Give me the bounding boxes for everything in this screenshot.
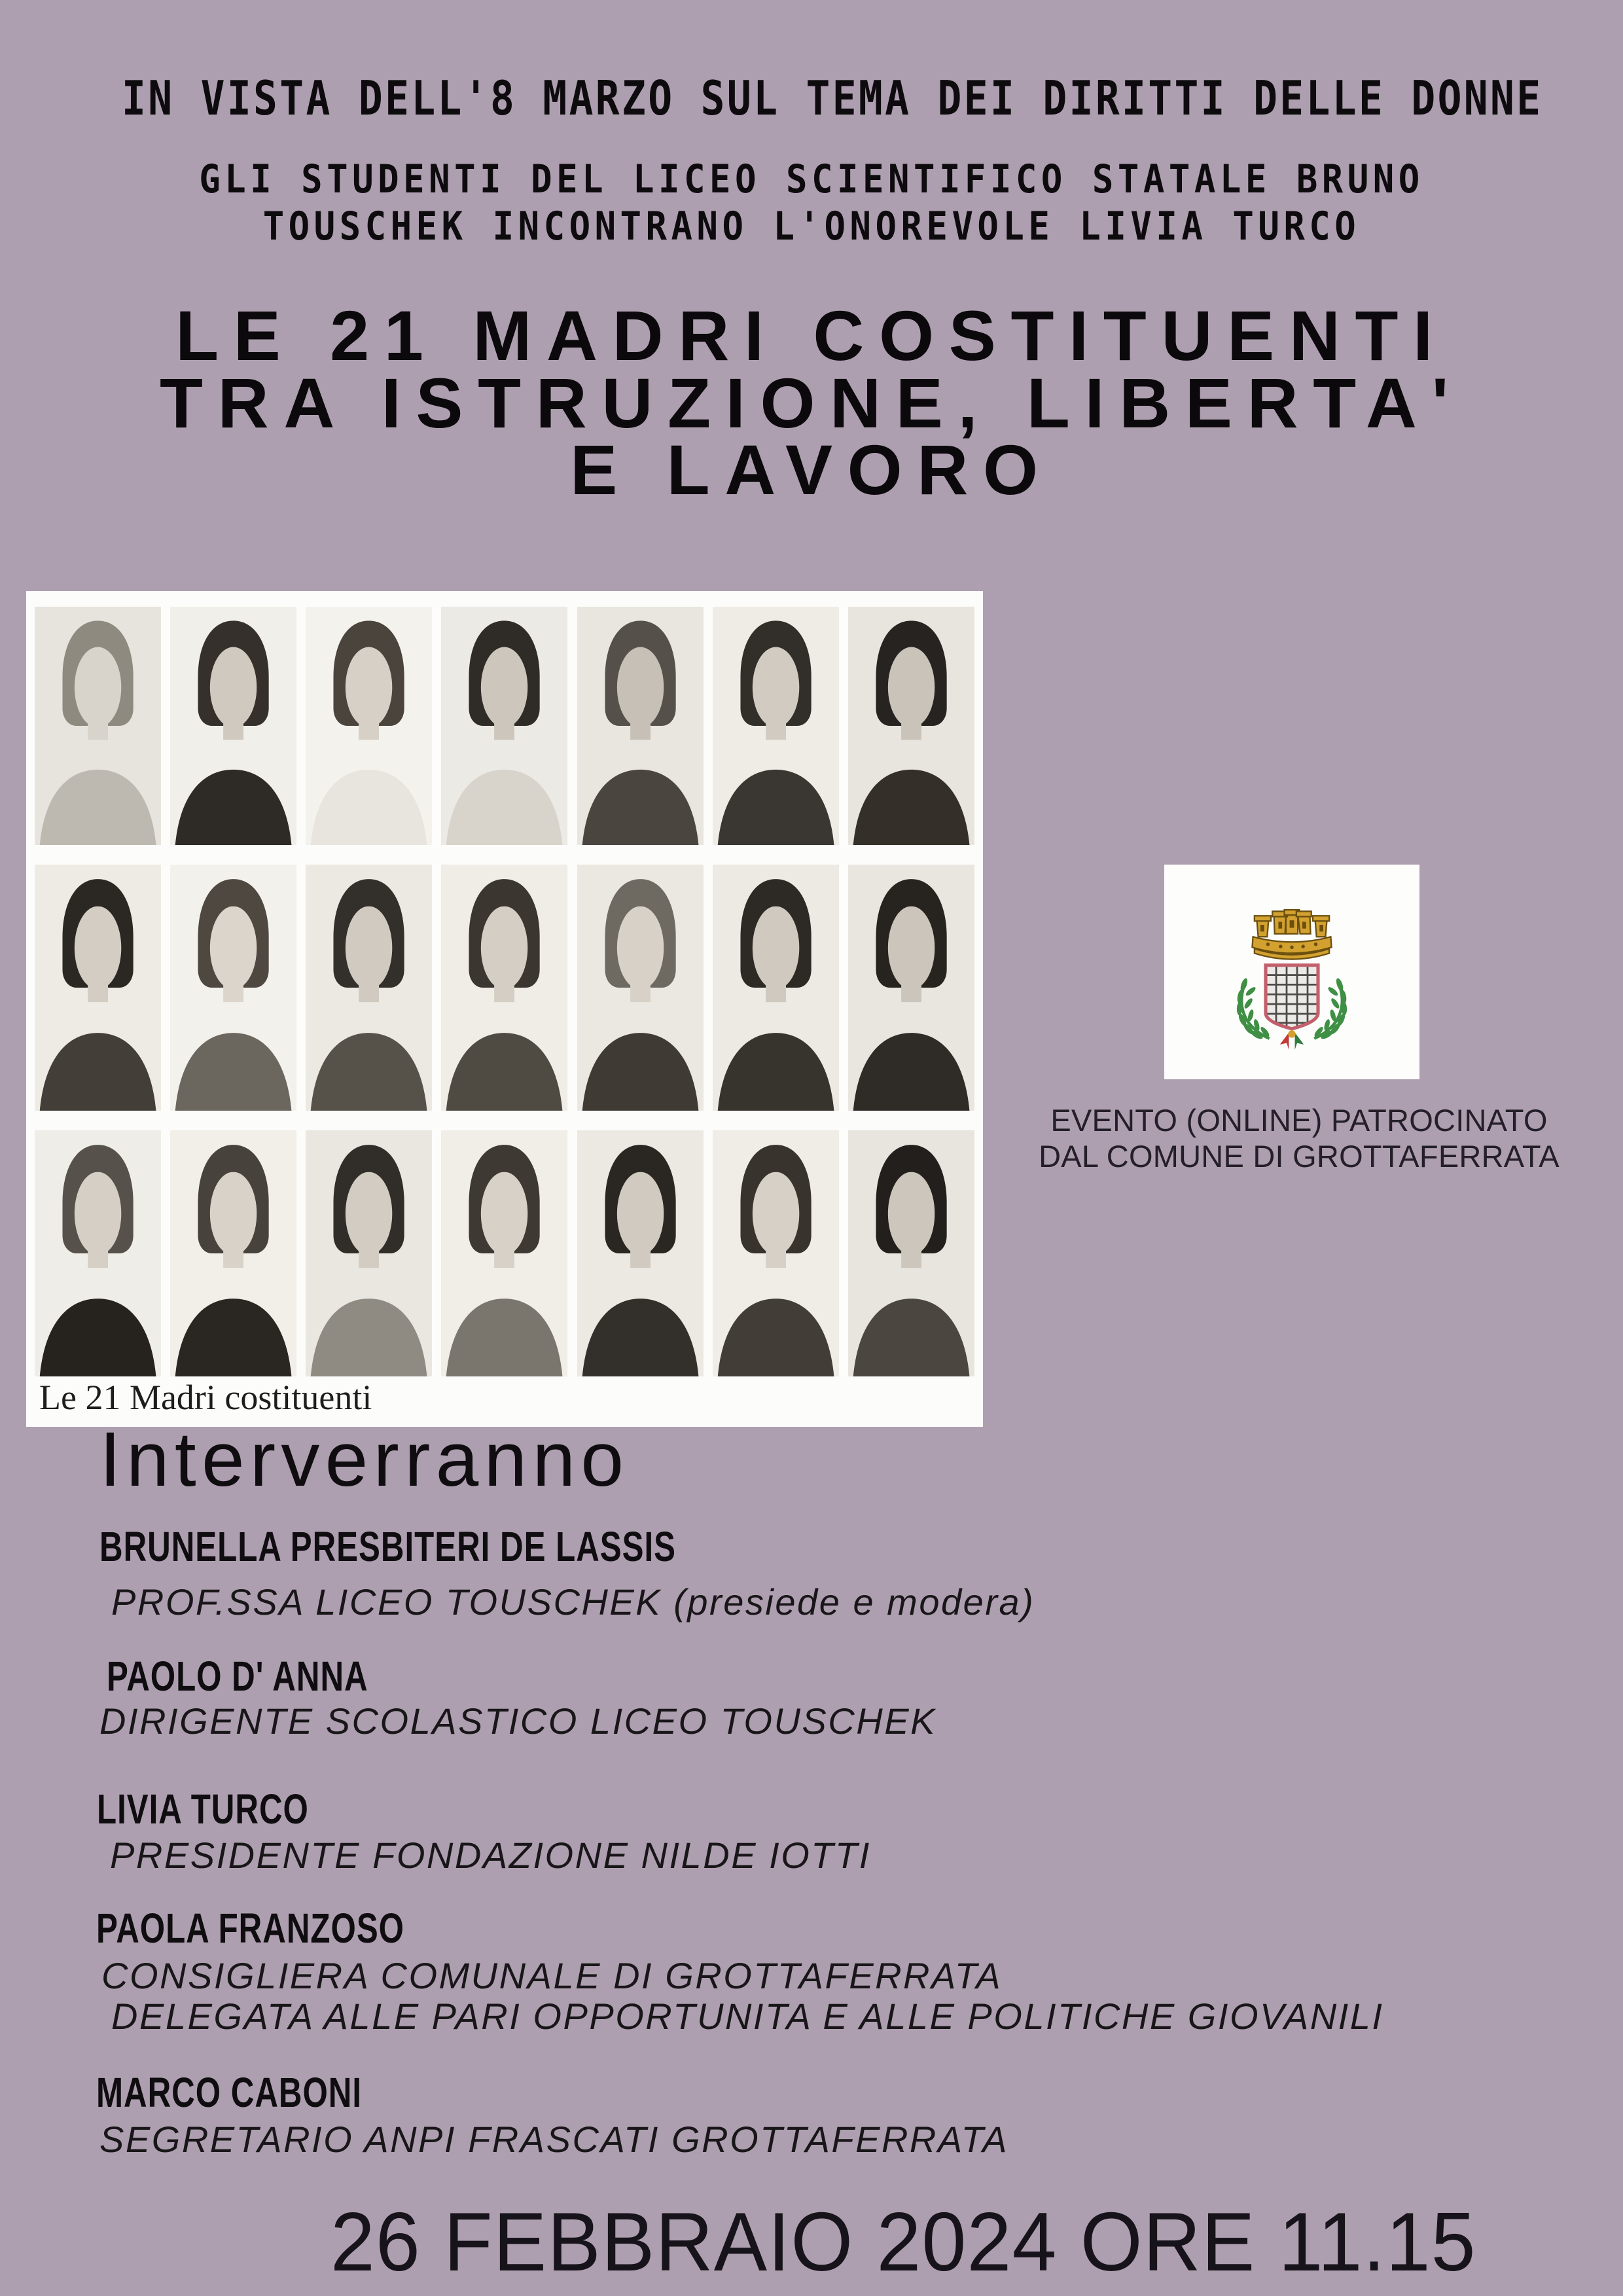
- portrait-photo: [848, 865, 974, 1111]
- header-kicker: [0, 71, 1623, 126]
- photo-collage-grid: [35, 607, 974, 1376]
- portrait-photo: [577, 1130, 704, 1376]
- portrait-photo: [577, 865, 704, 1111]
- header-subhead-line2: TOUSCHEK INCONTRANO L'ONOREVOLE LIVIA TURCO: [262, 204, 1361, 249]
- portrait-photo: [35, 865, 161, 1111]
- page-title-line1: LE 21 MADRI COSTITUENTI: [175, 296, 1448, 375]
- crest-icon: [1209, 893, 1374, 1050]
- patronage-note: [1024, 1102, 1574, 1175]
- speakers-heading: Interverranno: [99, 1416, 630, 1503]
- portrait-photo: [713, 607, 839, 845]
- speaker-role: PRESIDENTE FONDAZIONE NILDE IOTTI: [110, 1835, 871, 1876]
- portrait-photo: [441, 1130, 567, 1376]
- header-kicker-text: IN VISTA DELL'8 MARZO SUL TEMA DEI DIRITTI DELLE DONNE: [122, 71, 1543, 126]
- comune-di-grottaferrata-crest: [1164, 865, 1419, 1079]
- portrait-photo: [441, 865, 567, 1111]
- portrait-photo: [848, 1130, 974, 1376]
- photo-collage: [26, 591, 983, 1427]
- speaker-role: SEGRETARIO ANPI FRASCATI GROTTAFERRATA: [99, 2119, 1009, 2160]
- speaker-name: BRUNELLA PRESBITERI DE LASSIS: [99, 1523, 677, 1570]
- speaker-role: DELEGATA ALLE PARI OPPORTUNITA E ALLE POLITICHE GIOVANILI: [111, 1996, 1384, 2037]
- ribbon-icon: [1280, 1030, 1304, 1050]
- portrait-photo: [713, 1130, 839, 1376]
- portrait-photo: [848, 607, 974, 845]
- portrait-photo: [35, 607, 161, 845]
- event-datetime: 26 FEBBRAIO 2024 ORE 11.15: [330, 2195, 1476, 2288]
- speaker-name: MARCO CABONI: [96, 2069, 363, 2116]
- speaker-role: PROF.SSA LICEO TOUSCHEK (presiede e modera): [111, 1581, 1035, 1623]
- patronage-line1: EVENTO (ONLINE) PATROCINATO: [1050, 1103, 1548, 1138]
- portrait-photo: [170, 1130, 296, 1376]
- speaker-role: CONSIGLIERA COMUNALE DI GROTTAFERRATA: [101, 1955, 1003, 1996]
- portrait-photo: [713, 865, 839, 1111]
- speaker-role: DIRIGENTE SCOLASTICO LICEO TOUSCHEK: [99, 1700, 936, 1742]
- patronage-line2: DAL COMUNE DI GROTTAFERRATA: [1039, 1139, 1560, 1174]
- portrait-photo: [306, 607, 432, 845]
- header-subhead-line1: GLI STUDENTI DEL LICEO SCIENTIFICO STATALE BRUNO: [199, 156, 1424, 202]
- speaker-name: PAOLO D' ANNA: [107, 1653, 368, 1700]
- shield-icon: [1264, 963, 1320, 1030]
- portrait-photo: [577, 607, 704, 845]
- portrait-photo: [306, 865, 432, 1111]
- page-title-line3: E LAVORO: [570, 430, 1053, 510]
- photo-collage-caption: Le 21 Madri costituenti: [39, 1378, 372, 1417]
- portrait-photo: [35, 1130, 161, 1376]
- speaker-name: PAOLA FRANZOSO: [96, 1905, 404, 1952]
- portrait-photo: [170, 865, 296, 1111]
- header-subhead: [0, 156, 1623, 250]
- page-title: [0, 296, 1623, 510]
- speaker-name: LIVIA TURCO: [97, 1785, 309, 1833]
- portrait-photo: [170, 607, 296, 845]
- mural-crown-icon: [1252, 910, 1331, 959]
- page-title-line2: TRA ISTRUZIONE, LIBERTA': [160, 363, 1463, 442]
- portrait-photo: [441, 607, 567, 845]
- portrait-photo: [306, 1130, 432, 1376]
